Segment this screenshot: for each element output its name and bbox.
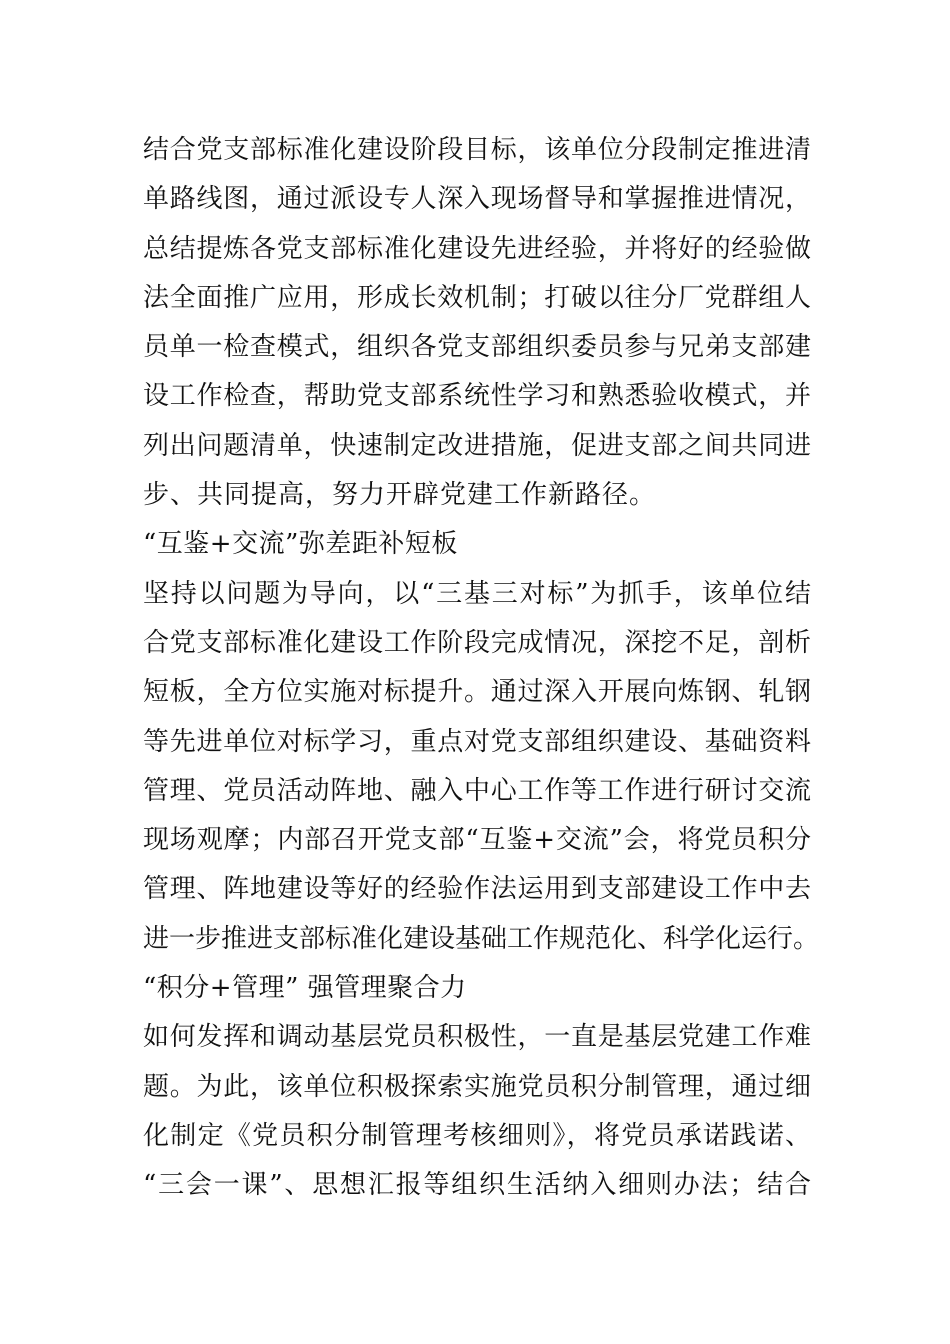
- paragraph-line: 管理、党员活动阵地、融入中心工作等工作进行研讨交流: [143, 775, 811, 806]
- paragraph-line: 单路线图，通过派设专人深入现场督导和掌握推进情况，: [143, 184, 811, 215]
- paragraph-line: 短板，全方位实施对标提升。通过深入开展向炼钢、轧钢: [143, 677, 811, 708]
- paragraph-line: 员单一检查模式，组织各党支部组织委员参与兄弟支部建: [143, 332, 811, 363]
- paragraph-line: 现场观摩；内部召开党支部“互鉴+交流”会，将党员积分: [143, 825, 811, 856]
- paragraph-line: 管理、阵地建设等好的经验作法运用到支部建设工作中去: [143, 874, 811, 905]
- section-heading: “积分+管理” 强管理聚合力: [143, 973, 467, 1004]
- paragraph-line: 等先进单位对标学习，重点对党支部组织建设、基础资料: [143, 726, 811, 757]
- paragraph-line: 结合党支部标准化建设阶段目标，该单位分段制定推进清: [143, 135, 811, 165]
- section-heading: “互鉴+交流”弥差距补短板: [143, 529, 458, 560]
- paragraph-line: 合党支部标准化建设工作阶段完成情况，深挖不足，剖析: [143, 627, 811, 658]
- paragraph-line: 题。为此，该单位积极探索实施党员积分制管理，通过细: [143, 1071, 811, 1102]
- paragraph-line: 设工作检查，帮助党支部系统性学习和熟悉验收模式，并: [143, 381, 811, 412]
- document-body-text: [143, 126, 820, 1211]
- paragraph-line: 列出问题清单，快速制定改进措施，促进支部之间共同进: [143, 430, 811, 461]
- paragraph-line: 总结提炼各党支部标准化建设先进经验，并将好的经验做: [143, 233, 811, 264]
- paragraph-line: 进一步推进支部标准化建设基础工作规范化、科学化运行。: [143, 923, 820, 954]
- paragraph-line: 如何发挥和调动基层党员积极性，一直是基层党建工作难: [143, 1022, 811, 1053]
- paragraph-line: 化制定《党员积分制管理考核细则》，将党员承诺践诺、: [143, 1120, 811, 1151]
- paragraph-line: 步、共同提高，努力开辟党建工作新路径。: [143, 480, 657, 511]
- paragraph-line: 法全面推广应用，形成长效机制；打破以往分厂党群组人: [143, 282, 811, 313]
- paragraph-line: 坚持以问题为导向，以“三基三对标”为抓手，该单位结: [143, 578, 811, 609]
- paragraph-line: “三会一课”、思想汇报等组织生活纳入细则办法；结合: [143, 1170, 811, 1201]
